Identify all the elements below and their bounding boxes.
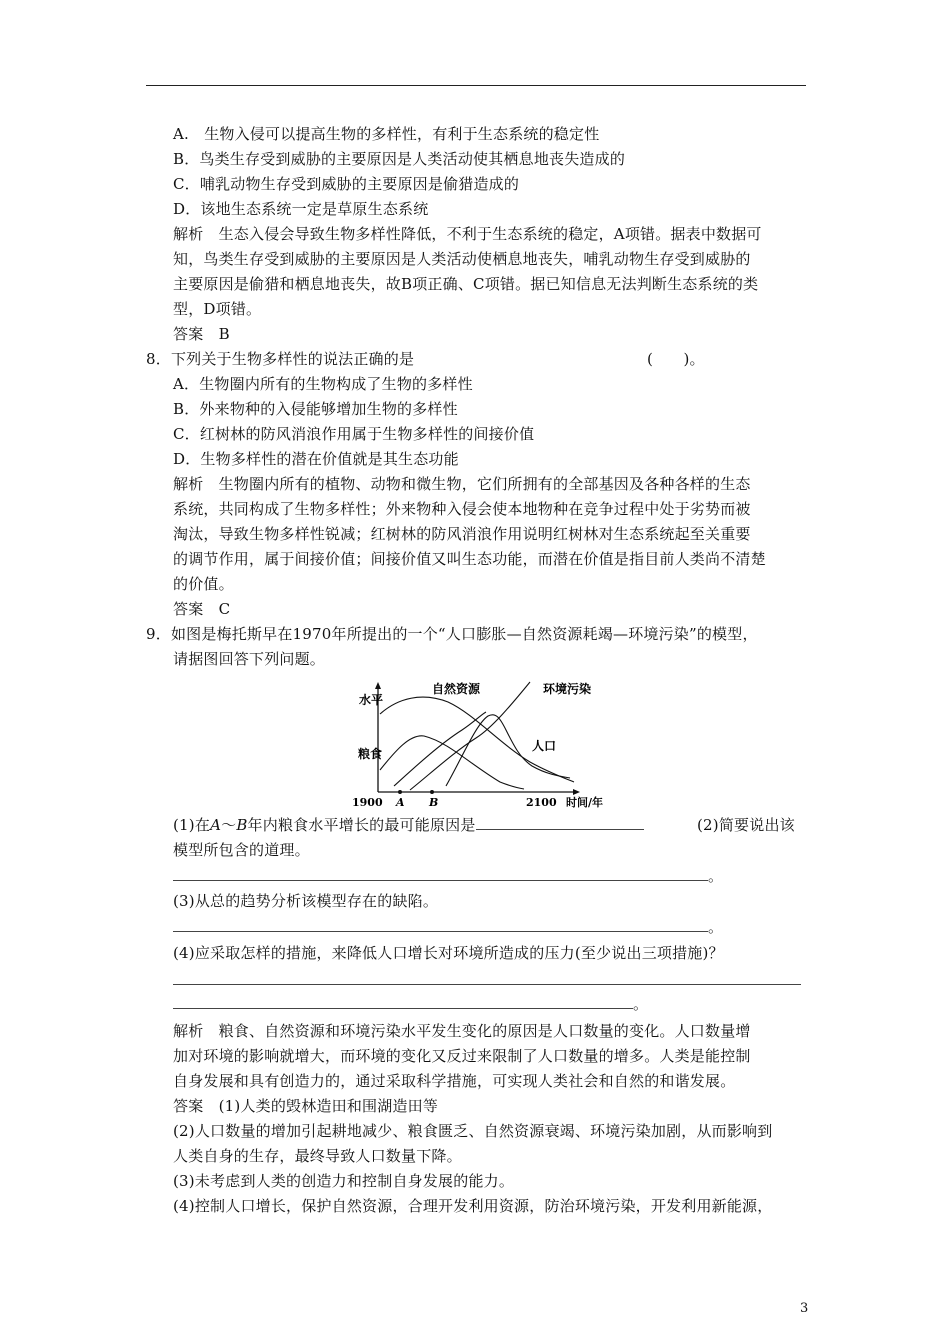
q9-part1-var-a: A	[210, 816, 222, 834]
q9-part2-cont: 模型所包含的道理。	[173, 841, 310, 859]
label-natural-resources: 自然资源	[432, 682, 481, 696]
x-axis-arrow	[573, 789, 580, 795]
q8-analysis-line: 的调节作用，属于间接价值；间接价值又叫生态功能，而潜在价值是指目前人类尚不清楚	[173, 550, 766, 568]
q9-part2-answer-line	[173, 866, 723, 886]
q9-stem: 9．如图是梅托斯早在1970年所提出的一个“人口膨胀—自然资源耗竭—环境污染”的模型，	[146, 625, 758, 643]
q7-option-b: B．鸟类生存受到威胁的主要原因是人类活动使其栖息地丧失造成的	[173, 150, 626, 168]
q9-part2-start: (2)简要说出该	[697, 816, 795, 834]
q9-part3-answer-line	[173, 917, 723, 937]
q8-option-b: B．外来物种的入侵能够增加生物的多样性	[173, 400, 458, 418]
q9-stem-cont: 请据图回答下列问题。	[173, 650, 326, 668]
q7-answer: 答案 B	[173, 325, 230, 343]
q9-part2-period: 。	[708, 867, 724, 885]
q7-option-d: D．该地生态系统一定是草原生态系统	[173, 200, 429, 218]
q9-part4-answer-blank[interactable]	[173, 984, 801, 985]
q9-part1-var-b: B	[236, 816, 248, 834]
q9-part2-answer-blank[interactable]	[173, 880, 708, 881]
q9-part1-prefix: (1)在	[173, 816, 211, 834]
curve-population-rise	[394, 712, 486, 786]
q9-part3-question: (3)从总的趋势分析该模型存在的缺陷。	[173, 892, 439, 910]
q8-analysis-line: 淘汰，导致生物多样性锐减；红树林的防风消浪作用说明红树林对生态系统起至关重要	[173, 525, 751, 543]
q7-option-c: C．哺乳动物生存受到威胁的主要原因是偷猎造成的	[173, 175, 520, 193]
y-axis-arrow	[375, 682, 381, 689]
q8-analysis-line: 的价值。	[173, 575, 234, 593]
q9-part4-answer-line-1	[173, 970, 801, 990]
q8-analysis-line: 系统，共同构成了生物多样性；外来物种入侵会使本地物种在竞争过程中处于劣势而被	[173, 500, 751, 518]
q9-analysis-line: 加对环境的影响就增大，而环境的变化又反过来限制了人口数量的增多。人类是能控制	[173, 1047, 751, 1065]
q7-analysis-line: 型，D项错。	[173, 300, 262, 318]
q8-stem: 8．下列关于生物多样性的说法正确的是	[146, 350, 415, 368]
q7-analysis-line: 知，鸟类生存受到威胁的主要原因是人类活动使栖息地丧失，哺乳动物生存受到威胁的	[173, 250, 751, 268]
q8-analysis-line: 解析 生物圈内所有的植物、动物和微生物，它们所拥有的全部基因及各种各样的生态	[173, 475, 751, 493]
x-axis-label: 时间/年	[566, 796, 604, 809]
q7-analysis-line: 主要原因是偷猎和栖息地丧失，故B项正确、C项错。据已知信息无法判断生态系统的类	[173, 275, 759, 293]
curve-environmental-pollution	[410, 682, 530, 790]
label-food: 粮食	[358, 747, 383, 761]
q8-option-d: D．生物多样性的潜在价值就是其生态功能	[173, 450, 459, 468]
q9-part4-period: 。	[633, 995, 649, 1013]
label-population: 人口	[532, 739, 557, 753]
q8-option-c: C．红树林的防风消浪作用属于生物多样性的间接价值	[173, 425, 535, 443]
tick-b: B	[429, 796, 439, 809]
y-axis-label: 水平	[359, 693, 384, 707]
q9-answer-2: (2)人口数量的增加引起耕地减少、粮食匮乏、自然资源衰竭、环境污染加剧，从而影响到	[173, 1122, 773, 1140]
q9-part4-answer-blank[interactable]	[173, 1008, 633, 1009]
q8-answer: 答案 C	[173, 600, 231, 618]
q9-analysis-line: 自身发展和具有创造力的，通过采取科学措施，可实现人类社会和自然的和谐发展。	[173, 1072, 736, 1090]
point-a-marker	[398, 790, 402, 794]
q9-answer-4: (4)控制人口增长，保护自然资源，合理开发利用资源，防治环境污染，开发利用新能源，	[173, 1197, 773, 1215]
point-b-marker	[430, 790, 434, 794]
q8-answer-paren: ( )。	[647, 350, 705, 368]
curve-food	[380, 736, 524, 789]
q7-option-a: A. 生物入侵可以提高生物的多样性，有利于生态系统的稳定性	[173, 125, 600, 143]
tick-2100: 2100	[526, 796, 557, 809]
page-number: 3	[800, 1301, 809, 1316]
q9-part1-text: 年内粮食水平增长的最可能原因是	[247, 816, 476, 834]
label-environmental-pollution: 环境污染	[543, 682, 592, 696]
q9-answer-3: (3)未考虑到人类的创造力和控制自身发展的能力。	[173, 1172, 515, 1190]
header-rule	[146, 85, 806, 86]
q9-part4-answer-line-2	[173, 994, 648, 1014]
q8-option-a: A．生物圈内所有的生物构成了生物的多样性	[173, 375, 473, 393]
q9-part1-tilde: ～	[221, 816, 237, 834]
q7-analysis-line: 解析 生态入侵会导致生物多样性降低，不利于生态系统的稳定，A项错。据表中数据可	[173, 225, 762, 243]
q9-part3-answer-blank[interactable]	[173, 931, 708, 932]
q9-part1-answer-blank[interactable]	[476, 829, 644, 830]
tick-1900: 1900	[352, 796, 383, 809]
q9-answer-2-cont: 人类自身的生存，最终导致人口数量下降。	[173, 1147, 462, 1165]
population-model-figure	[350, 678, 630, 810]
q9-part4-question: (4)应采取怎样的措施，来降低人口增长对环境所造成的压力(至少说出三项措施)？	[173, 944, 724, 962]
q9-part3-period: 。	[708, 918, 724, 936]
q9-answer-1: 答案 (1)人类的毁林造田和围湖造田等	[173, 1097, 439, 1115]
q9-analysis-line: 解析 粮食、自然资源和环境污染水平发生变化的原因是人口数量的变化。人口数量增	[173, 1022, 751, 1040]
q9-part1-line	[173, 815, 644, 835]
tick-a: A	[396, 796, 405, 809]
